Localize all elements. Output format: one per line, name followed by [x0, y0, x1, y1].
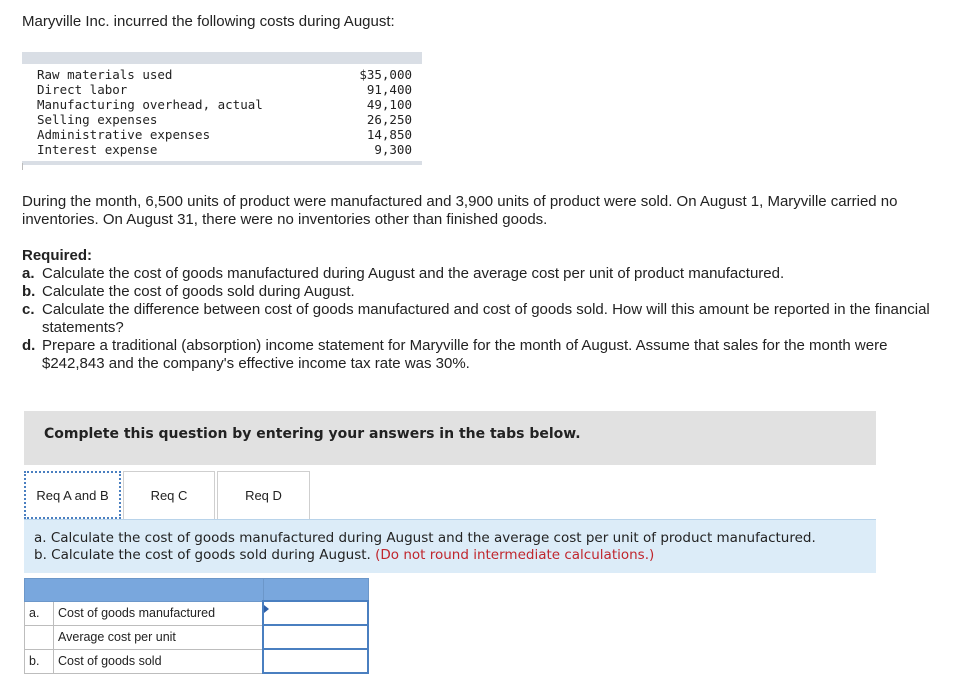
answer-cell	[263, 601, 368, 625]
requirement-letter: d.	[22, 337, 36, 354]
cost-label: Administrative expenses	[37, 127, 211, 142]
row-label: Cost of goods manufactured	[54, 601, 264, 625]
cost-row	[22, 82, 422, 97]
requirement-text: Calculate the difference between cost of goods manufactured and cost of goods sold. How will this amount be reported in the financial statements?	[42, 301, 930, 336]
cost-label: Selling expenses	[37, 112, 158, 127]
requirement-letter: a.	[22, 265, 35, 282]
cost-value: $35,000	[359, 67, 412, 82]
tab-instructions	[24, 519, 876, 573]
requirement-text: Calculate the cost of goods manufactured during August and the average cost per unit of product manufactured.	[42, 265, 785, 282]
cost-row	[22, 142, 422, 157]
header-cell	[25, 579, 264, 602]
table-divider	[22, 163, 23, 170]
tab-req-a-and-b[interactable]: Req A and B	[24, 471, 121, 519]
row-letter	[25, 625, 54, 649]
answer-row	[25, 649, 369, 673]
instruction-line-a: a. Calculate the cost of goods manufactured during August and the average cost per unit of product manufactured.	[34, 530, 816, 546]
requirements-list	[22, 265, 942, 373]
cost-of-goods-sold-input[interactable]	[264, 650, 364, 672]
cost-label: Direct labor	[37, 82, 128, 97]
input-marker-icon	[264, 605, 269, 613]
average-cost-per-unit-input[interactable]	[264, 626, 364, 648]
instruction-line-b-text: b. Calculate the cost of goods sold during August.	[34, 547, 371, 563]
cost-value: 9,300	[374, 142, 412, 157]
cost-value: 91,400	[366, 82, 412, 97]
row-label: Average cost per unit	[54, 625, 264, 649]
cost-table	[22, 52, 422, 165]
header-cell	[263, 579, 368, 602]
required-heading: Required:	[22, 247, 93, 264]
cost-label: Interest expense	[37, 142, 158, 157]
intro-text: Maryville Inc. incurred the following costs during August:	[22, 13, 395, 30]
requirement-item	[22, 283, 942, 301]
requirement-letter: c.	[22, 301, 35, 318]
requirement-text: Calculate the cost of goods sold during August.	[42, 283, 355, 300]
cost-label: Manufacturing overhead, actual	[37, 97, 263, 112]
cost-value: 49,100	[366, 97, 412, 112]
tab-req-d[interactable]: Req D	[217, 471, 310, 519]
answer-table	[24, 578, 369, 674]
cost-label: Raw materials used	[37, 67, 173, 82]
row-letter: a.	[25, 601, 54, 625]
answer-row	[25, 625, 369, 649]
cost-row	[22, 67, 422, 82]
cost-row	[22, 112, 422, 127]
requirement-item	[22, 301, 942, 337]
cost-of-goods-manufactured-input[interactable]	[264, 602, 364, 624]
answer-cell	[263, 625, 368, 649]
row-letter: b.	[25, 649, 54, 673]
rounding-note: (Do not round intermediate calculations.)	[375, 547, 655, 563]
instruction-line-b	[34, 547, 654, 563]
answer-row	[25, 601, 369, 625]
instruction-banner	[24, 411, 876, 465]
requirement-item	[22, 337, 942, 373]
cost-value: 14,850	[366, 127, 412, 142]
answer-cell	[263, 649, 368, 673]
requirement-letter: b.	[22, 283, 36, 300]
tab-req-c[interactable]: Req C	[123, 471, 215, 519]
answer-table-header	[25, 579, 369, 602]
requirement-item	[22, 265, 942, 283]
instruction-banner-text: Complete this question by entering your answers in the tabs below.	[44, 426, 581, 442]
row-label: Cost of goods sold	[54, 649, 264, 673]
problem-paragraph: During the month, 6,500 units of product were manufactured and 3,900 units of product were sold. On August 1, Maryville carried no inventories. On August 31, there were no inventories other than finished goods.	[22, 193, 898, 228]
requirement-text: Prepare a traditional (absorption) income statement for Maryville for the month of August. Assume that sales for the month were $242,843 and the company's effective income tax rate was 30%.	[42, 337, 888, 372]
cost-row	[22, 127, 422, 142]
cost-row	[22, 97, 422, 112]
cost-value: 26,250	[366, 112, 412, 127]
